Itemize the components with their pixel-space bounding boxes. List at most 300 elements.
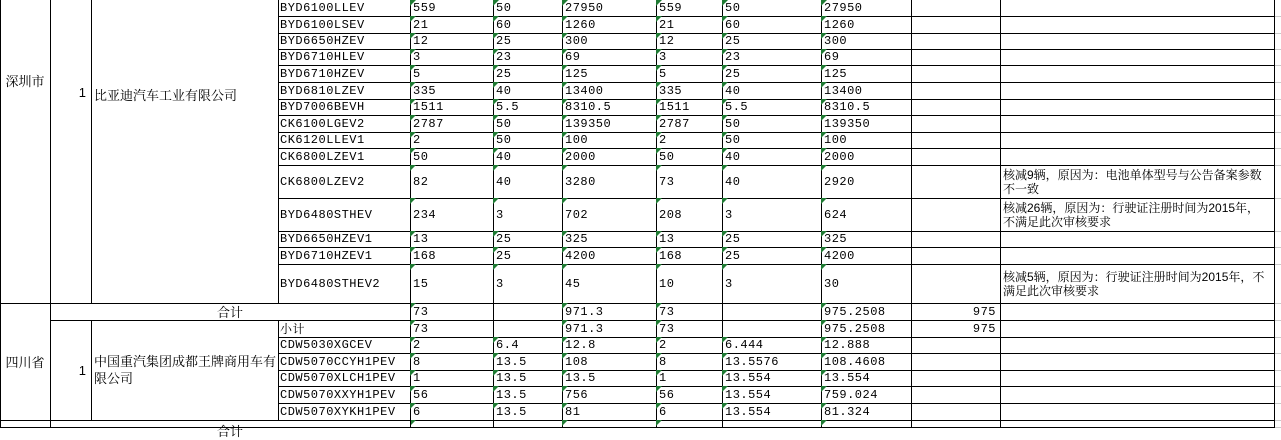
number-as-text-triangle-icon: [493, 82, 499, 88]
value-cell[interactable]: [410, 99, 494, 116]
cell-text: BYD6480STHEV: [280, 207, 373, 222]
total-label-cell[interactable]: [50, 303, 411, 321]
remark-cell[interactable]: [1000, 198, 1275, 232]
number-as-text-triangle-icon: [821, 132, 827, 138]
value-cell[interactable]: [656, 132, 723, 149]
number-as-text-triangle-icon: [410, 99, 416, 105]
number-as-text-triangle-icon: [722, 337, 728, 343]
model-cell[interactable]: [278, 16, 411, 34]
seq-cell[interactable]: [50, 320, 92, 421]
value-cell[interactable]: [493, 115, 563, 133]
cell-text: 759.024: [824, 387, 878, 402]
value-cell[interactable]: [493, 303, 563, 321]
value-cell[interactable]: [656, 247, 723, 265]
cell-text: 40: [725, 174, 741, 189]
number-as-text-triangle-icon: [493, 247, 499, 253]
cell-text: 27950: [824, 1, 863, 15]
cell-text: 3: [659, 50, 667, 64]
value-cell[interactable]: [656, 65, 723, 83]
cell-text: 56: [413, 387, 429, 402]
cell-text: 325: [824, 232, 848, 246]
company-cell[interactable]: [91, 0, 279, 304]
model-cell[interactable]: [278, 353, 411, 371]
value-cell[interactable]: [562, 231, 657, 248]
model-cell[interactable]: [278, 115, 411, 133]
value-cell[interactable]: [722, 264, 822, 304]
cell-text: 300: [565, 34, 589, 48]
value-cell[interactable]: [722, 320, 822, 338]
value-cell[interactable]: [911, 386, 1001, 404]
value-cell[interactable]: [722, 65, 822, 83]
value-cell[interactable]: [562, 99, 657, 116]
value-cell[interactable]: [656, 370, 723, 387]
cell-text: 100: [824, 133, 848, 147]
cell-text: 335: [659, 83, 683, 98]
remark-cell[interactable]: [1000, 65, 1275, 83]
cell-text: 4200: [824, 248, 855, 263]
cell-text: 25: [496, 34, 512, 48]
value-cell[interactable]: [821, 99, 912, 116]
model-cell[interactable]: [278, 65, 411, 83]
value-cell[interactable]: [656, 33, 723, 50]
value-cell[interactable]: [821, 65, 912, 83]
value-cell[interactable]: [911, 420, 1001, 428]
value-cell[interactable]: [821, 337, 912, 354]
value-cell[interactable]: [493, 320, 563, 338]
model-cell[interactable]: [278, 264, 411, 304]
value-cell[interactable]: [562, 65, 657, 83]
gridline: [1275, 231, 1281, 232]
value-cell[interactable]: [562, 16, 657, 34]
company-cell[interactable]: [91, 320, 279, 421]
value-cell[interactable]: [410, 65, 494, 83]
number-as-text-triangle-icon: [722, 99, 728, 105]
value-cell[interactable]: [722, 198, 822, 232]
province-cell[interactable]: [0, 303, 51, 421]
value-cell[interactable]: [911, 337, 1001, 354]
value-cell[interactable]: [722, 16, 822, 34]
value-cell[interactable]: [562, 0, 657, 17]
value-cell[interactable]: [493, 0, 563, 17]
value-cell[interactable]: [821, 0, 912, 17]
value-cell[interactable]: [821, 115, 912, 133]
remark-cell[interactable]: [1000, 99, 1275, 116]
value-cell[interactable]: [493, 420, 563, 428]
value-cell[interactable]: [821, 33, 912, 50]
value-cell[interactable]: [410, 0, 494, 17]
value-cell[interactable]: [656, 231, 723, 248]
number-as-text-triangle-icon: [821, 231, 827, 237]
value-cell[interactable]: [410, 16, 494, 34]
value-cell[interactable]: [911, 49, 1001, 66]
cell-text: 50: [496, 1, 512, 15]
value-cell[interactable]: [493, 99, 563, 116]
number-as-text-triangle-icon: [493, 198, 499, 204]
model-cell[interactable]: [278, 99, 411, 116]
value-cell[interactable]: [562, 198, 657, 232]
value-cell[interactable]: [410, 386, 494, 404]
value-cell[interactable]: [656, 403, 723, 421]
value-cell[interactable]: [562, 33, 657, 50]
cell-text: 6: [659, 404, 667, 419]
value-cell[interactable]: [722, 99, 822, 116]
number-as-text-triangle-icon: [562, 303, 568, 309]
cell-text: 50: [725, 116, 741, 131]
model-cell[interactable]: [278, 247, 411, 265]
value-cell[interactable]: [562, 420, 657, 428]
value-cell[interactable]: [656, 386, 723, 404]
remark-cell[interactable]: [1000, 82, 1275, 100]
remark-cell[interactable]: [1000, 303, 1275, 321]
value-cell[interactable]: [493, 148, 563, 166]
number-as-text-triangle-icon: [493, 16, 499, 22]
value-cell[interactable]: [821, 247, 912, 265]
cell-text: 81: [565, 404, 581, 419]
value-cell[interactable]: [410, 353, 494, 371]
value-cell[interactable]: [722, 303, 822, 321]
number-as-text-triangle-icon: [722, 148, 728, 154]
province-cell[interactable]: [0, 420, 51, 428]
cell-text: 12: [413, 34, 429, 48]
cell-text: 325: [565, 232, 589, 246]
province-cell[interactable]: [0, 0, 51, 304]
cell-text: 2920: [824, 174, 855, 189]
value-cell[interactable]: [493, 247, 563, 265]
remark-cell[interactable]: [1000, 353, 1275, 371]
number-as-text-triangle-icon: [562, 49, 568, 55]
value-cell[interactable]: [562, 353, 657, 371]
number-as-text-triangle-icon: [656, 231, 662, 237]
value-cell[interactable]: [821, 370, 912, 387]
model-cell[interactable]: [278, 49, 411, 66]
number-as-text-triangle-icon: [410, 0, 416, 6]
cell-text: BYD6710HZEV1: [280, 248, 373, 263]
value-cell[interactable]: [410, 320, 494, 338]
value-cell[interactable]: [656, 165, 723, 199]
cell-text: 10: [659, 276, 675, 291]
value-cell[interactable]: [911, 370, 1001, 387]
value-cell[interactable]: [656, 198, 723, 232]
value-cell[interactable]: [821, 320, 912, 338]
number-as-text-triangle-icon: [821, 370, 827, 376]
value-cell[interactable]: [493, 231, 563, 248]
value-cell[interactable]: [410, 370, 494, 387]
value-cell[interactable]: [493, 386, 563, 404]
number-as-text-triangle-icon: [722, 115, 728, 121]
number-as-text-triangle-icon: [562, 148, 568, 154]
value-cell[interactable]: [821, 132, 912, 149]
cell-text: 2000: [565, 149, 596, 164]
value-cell[interactable]: [410, 198, 494, 232]
cell-text: 4200: [565, 248, 596, 263]
number-as-text-triangle-icon: [656, 386, 662, 392]
value-cell[interactable]: [821, 16, 912, 34]
cell-text: BYD6480STHEV2: [280, 276, 381, 291]
value-cell[interactable]: [493, 370, 563, 387]
value-cell[interactable]: [911, 403, 1001, 421]
number-as-text-triangle-icon: [722, 198, 728, 204]
value-cell[interactable]: [656, 82, 723, 100]
value-cell[interactable]: [821, 49, 912, 66]
value-cell[interactable]: [911, 132, 1001, 149]
value-cell[interactable]: [656, 148, 723, 166]
model-cell[interactable]: [278, 132, 411, 149]
model-cell[interactable]: [278, 198, 411, 232]
value-cell[interactable]: [656, 337, 723, 354]
gridline: [1275, 264, 1281, 265]
remark-cell[interactable]: [1000, 49, 1275, 66]
value-cell[interactable]: [493, 33, 563, 50]
value-cell[interactable]: [562, 115, 657, 133]
value-cell[interactable]: [562, 165, 657, 199]
cell-text: 50: [413, 149, 429, 164]
remark-cell[interactable]: [1000, 231, 1275, 248]
number-as-text-triangle-icon: [656, 320, 662, 326]
remark-cell[interactable]: [1000, 386, 1275, 404]
value-cell[interactable]: [911, 65, 1001, 83]
value-cell[interactable]: [722, 0, 822, 17]
value-cell[interactable]: [410, 231, 494, 248]
value-cell[interactable]: [722, 337, 822, 354]
value-cell[interactable]: [911, 320, 1001, 338]
number-as-text-triangle-icon: [821, 65, 827, 71]
remark-cell[interactable]: [1000, 337, 1275, 354]
remark-cell[interactable]: [1000, 148, 1275, 166]
number-as-text-triangle-icon: [493, 132, 499, 138]
cell-text: 1: [78, 85, 86, 100]
value-cell[interactable]: [722, 231, 822, 248]
value-cell[interactable]: [493, 16, 563, 34]
value-cell[interactable]: [722, 386, 822, 404]
number-as-text-triangle-icon: [562, 99, 568, 105]
model-cell[interactable]: [278, 403, 411, 421]
value-cell[interactable]: [493, 82, 563, 100]
cell-text: BYD6710HZEV: [280, 66, 365, 81]
number-as-text-triangle-icon: [656, 303, 662, 309]
value-cell[interactable]: [911, 33, 1001, 50]
cell-text: 168: [659, 248, 683, 263]
cell-text: 3: [496, 207, 504, 222]
value-cell[interactable]: [911, 198, 1001, 232]
value-cell[interactable]: [821, 386, 912, 404]
value-cell[interactable]: [911, 264, 1001, 304]
value-cell[interactable]: [722, 370, 822, 387]
cell-text: 1511: [659, 100, 690, 114]
value-cell[interactable]: [722, 115, 822, 133]
value-cell[interactable]: [410, 33, 494, 50]
value-cell[interactable]: [722, 403, 822, 421]
value-cell[interactable]: [410, 49, 494, 66]
remark-cell[interactable]: [1000, 115, 1275, 133]
value-cell[interactable]: [821, 353, 912, 371]
value-cell[interactable]: [656, 99, 723, 116]
value-cell[interactable]: [722, 247, 822, 265]
value-cell[interactable]: [821, 303, 912, 321]
remark-cell[interactable]: [1000, 132, 1275, 149]
value-cell[interactable]: [410, 264, 494, 304]
value-cell[interactable]: [821, 82, 912, 100]
value-cell[interactable]: [410, 148, 494, 166]
value-cell[interactable]: [562, 303, 657, 321]
remark-cell[interactable]: [1000, 33, 1275, 50]
value-cell[interactable]: [656, 420, 723, 428]
value-cell[interactable]: [493, 49, 563, 66]
value-cell[interactable]: [562, 82, 657, 100]
value-cell[interactable]: [722, 165, 822, 199]
number-as-text-triangle-icon: [562, 65, 568, 71]
cell-text: 139350: [565, 116, 612, 131]
value-cell[interactable]: [722, 420, 822, 428]
number-as-text-triangle-icon: [562, 115, 568, 121]
cell-text: 5.5: [725, 100, 749, 114]
value-cell[interactable]: [493, 65, 563, 83]
model-cell[interactable]: [278, 337, 411, 354]
value-cell[interactable]: [562, 148, 657, 166]
number-as-text-triangle-icon: [656, 65, 662, 71]
value-cell[interactable]: [911, 247, 1001, 265]
value-cell[interactable]: [562, 337, 657, 354]
model-cell[interactable]: [278, 231, 411, 248]
value-cell[interactable]: [562, 247, 657, 265]
model-cell[interactable]: [278, 82, 411, 100]
value-cell[interactable]: [562, 132, 657, 149]
remark-cell[interactable]: [1000, 403, 1275, 421]
remark-cell[interactable]: [1000, 264, 1275, 304]
value-cell[interactable]: [656, 264, 723, 304]
value-cell[interactable]: [410, 403, 494, 421]
value-cell[interactable]: [410, 115, 494, 133]
number-as-text-triangle-icon: [722, 231, 728, 237]
remark-cell[interactable]: [1000, 370, 1275, 387]
value-cell[interactable]: [656, 49, 723, 66]
value-cell[interactable]: [493, 337, 563, 354]
value-cell[interactable]: [911, 231, 1001, 248]
value-cell[interactable]: [410, 420, 494, 428]
seq-cell[interactable]: [50, 0, 92, 304]
value-cell[interactable]: [493, 403, 563, 421]
cell-text: 25: [725, 34, 741, 48]
value-cell[interactable]: [911, 99, 1001, 116]
value-cell[interactable]: [821, 420, 912, 428]
value-cell[interactable]: [493, 132, 563, 149]
value-cell[interactable]: [911, 0, 1001, 17]
value-cell[interactable]: [562, 320, 657, 338]
value-cell[interactable]: [410, 132, 494, 149]
value-cell[interactable]: [656, 320, 723, 338]
model-cell[interactable]: [278, 165, 411, 199]
value-cell[interactable]: [821, 264, 912, 304]
value-cell[interactable]: [656, 303, 723, 321]
model-cell[interactable]: [278, 370, 411, 387]
remark-cell[interactable]: [1000, 165, 1275, 199]
value-cell[interactable]: [911, 303, 1001, 321]
value-cell[interactable]: [493, 353, 563, 371]
value-cell[interactable]: [410, 247, 494, 265]
value-cell[interactable]: [821, 148, 912, 166]
value-cell[interactable]: [562, 370, 657, 387]
value-cell[interactable]: [562, 403, 657, 421]
cell-text: 25: [725, 66, 741, 81]
value-cell[interactable]: [410, 303, 494, 321]
cell-text: 13.554: [725, 371, 772, 385]
value-cell[interactable]: [722, 49, 822, 66]
cell-text: 40: [496, 83, 512, 98]
value-cell[interactable]: [410, 337, 494, 354]
cell-text: 108.4608: [824, 354, 886, 369]
cell-text: 2: [659, 338, 667, 352]
value-cell[interactable]: [911, 115, 1001, 133]
model-cell[interactable]: [278, 148, 411, 166]
value-cell[interactable]: [722, 353, 822, 371]
value-cell[interactable]: [911, 16, 1001, 34]
value-cell[interactable]: [911, 82, 1001, 100]
number-as-text-triangle-icon: [656, 0, 662, 6]
value-cell[interactable]: [656, 353, 723, 371]
number-as-text-triangle-icon: [493, 0, 499, 6]
cell-text: 13: [659, 232, 675, 246]
remark-cell[interactable]: [1000, 420, 1275, 428]
value-cell[interactable]: [493, 264, 563, 304]
model-cell[interactable]: [278, 0, 411, 17]
value-cell[interactable]: [722, 33, 822, 50]
value-cell[interactable]: [493, 198, 563, 232]
value-cell[interactable]: [562, 49, 657, 66]
value-cell[interactable]: [493, 165, 563, 199]
remark-cell[interactable]: [1000, 0, 1275, 17]
number-as-text-triangle-icon: [493, 386, 499, 392]
remark-cell[interactable]: [1000, 320, 1275, 338]
number-as-text-triangle-icon: [656, 403, 662, 409]
subtotal-label-cell[interactable]: [278, 320, 411, 338]
value-cell[interactable]: [656, 115, 723, 133]
value-cell[interactable]: [410, 165, 494, 199]
number-as-text-triangle-icon: [410, 264, 416, 270]
value-cell[interactable]: [821, 198, 912, 232]
value-cell[interactable]: [722, 148, 822, 166]
value-cell[interactable]: [821, 165, 912, 199]
value-cell[interactable]: [911, 353, 1001, 371]
cell-text: 30: [824, 276, 840, 291]
value-cell[interactable]: [410, 82, 494, 100]
cell-text: 2787: [659, 116, 690, 131]
remark-cell[interactable]: [1000, 247, 1275, 265]
cell-text: 971.3: [565, 321, 604, 336]
model-cell[interactable]: [278, 33, 411, 50]
value-cell[interactable]: [821, 231, 912, 248]
cell-text: 21: [659, 17, 675, 32]
number-as-text-triangle-icon: [410, 198, 416, 204]
value-cell[interactable]: [722, 82, 822, 100]
cell-text: 13.554: [824, 371, 871, 385]
remark-cell[interactable]: [1000, 16, 1275, 34]
number-as-text-triangle-icon: [656, 33, 662, 39]
value-cell[interactable]: [656, 16, 723, 34]
cell-text: 小计: [280, 322, 306, 336]
gridline: [1275, 353, 1281, 354]
value-cell[interactable]: [656, 0, 723, 17]
total-label-cell[interactable]: [50, 420, 411, 439]
value-cell[interactable]: [911, 165, 1001, 199]
value-cell[interactable]: [562, 264, 657, 304]
cell-text: 13.5: [496, 387, 527, 402]
value-cell[interactable]: [562, 386, 657, 404]
model-cell[interactable]: [278, 386, 411, 404]
value-cell[interactable]: [821, 403, 912, 421]
value-cell[interactable]: [722, 132, 822, 149]
value-cell[interactable]: [911, 148, 1001, 166]
cell-text: 13.5: [496, 404, 527, 419]
number-as-text-triangle-icon: [722, 264, 728, 270]
